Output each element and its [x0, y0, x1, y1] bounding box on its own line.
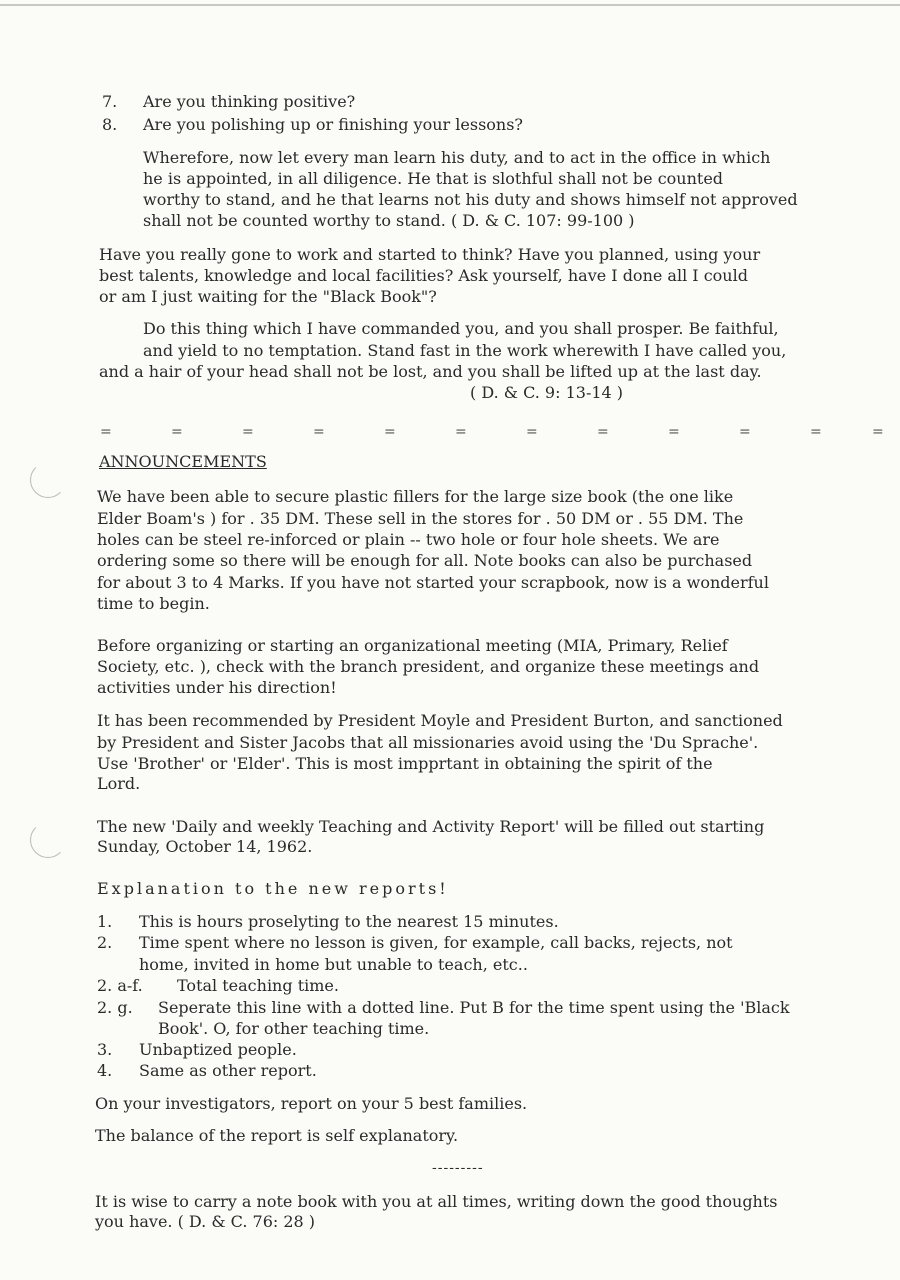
paragraph-line: Sunday, October 14, 1962. — [97, 837, 313, 856]
paragraph-line: by President and Sister Jacobs that all missionaries avoid using the 'Du Sprache'. — [97, 733, 759, 752]
list-number: 8. — [102, 115, 118, 134]
list-number: 7. — [102, 92, 118, 111]
separator-glyph: = — [242, 424, 254, 440]
separator-glyph: = — [526, 424, 538, 440]
list-item: home, invited in home but unable to teach, etc.. — [139, 955, 528, 974]
quote-line: he is appointed, in all diligence. He that is slothful shall not be counted — [143, 169, 724, 188]
list-item: Total teaching time. — [177, 976, 339, 995]
paragraph-line: best talents, knowledge and local facilities? Ask yourself, have I done all I could — [99, 266, 748, 285]
paragraph-line: It has been recommended by President Moyle and President Burton, and sanctioned — [97, 711, 783, 730]
list-number: 3. — [97, 1040, 113, 1059]
list-number: 1. — [97, 912, 113, 931]
list-number: 2. g. — [97, 998, 133, 1017]
list-item: Unbaptized people. — [139, 1040, 297, 1059]
separator-glyph: = — [739, 424, 751, 440]
paragraph-line: for about 3 to 4 Marks. If you have not started your scrapbook, now is a wonderful — [97, 573, 769, 592]
paragraph-line: We have been able to secure plastic fillers for the large size book (the one like — [97, 487, 734, 506]
paragraph-line: or am I just waiting for the "Black Book"? — [99, 287, 437, 306]
list-number: 2. — [97, 933, 113, 952]
paragraph-line: It is wise to carry a note book with you at all times, writing down the good thoughts — [95, 1192, 778, 1211]
separator-glyph: = — [810, 424, 822, 440]
quote-line: worthy to stand, and he that learns not his duty and shows himself not approved — [143, 190, 798, 209]
paragraph-line: time to begin. — [97, 594, 210, 613]
quote-line: Wherefore, now let every man learn his duty, and to act in the office in which — [143, 148, 771, 167]
paragraph-line: Before organizing or starting an organizational meeting (MIA, Primary, Relief — [97, 636, 728, 655]
quote-line: and yield to no temptation. Stand fast in the work wherewith I have called you, — [143, 341, 787, 360]
separator-glyph: = — [384, 424, 396, 440]
list-item: Book'. O, for other teaching time. — [158, 1019, 430, 1038]
punch-hole-mark — [30, 822, 66, 858]
list-number: 2. a-f. — [97, 976, 143, 995]
paragraph-line: Elder Boam's ) for . 35 DM. These sell in the stores for . 50 DM or . 55 DM. The — [97, 509, 744, 528]
paragraph-line: activities under his direction! — [97, 678, 337, 697]
quote-line: shall not be counted worthy to stand. ( D. & C. 107: 99-100 ) — [143, 211, 635, 230]
separator-glyph: = — [668, 424, 680, 440]
separator-glyph: = — [597, 424, 609, 440]
paragraph-line: ordering some so there will be enough for all. Note books can also be purchased — [97, 551, 753, 570]
paragraph-line: The balance of the report is self explanatory. — [95, 1126, 459, 1145]
announcements-heading: ANNOUNCEMENTS — [99, 452, 267, 471]
paragraph-line: Have you really gone to work and started to think? Have you planned, using your — [99, 245, 761, 264]
punch-hole-mark — [30, 462, 66, 498]
paragraph-line: On your investigators, report on your 5 best families. — [95, 1094, 528, 1113]
paragraph-line: The new 'Daily and weekly Teaching and Activity Report' will be filled out starting — [97, 817, 765, 836]
list-item: Time spent where no lesson is given, for example, call backs, rejects, not — [139, 933, 733, 952]
separator-glyph: = — [171, 424, 183, 440]
list-item: Are you thinking positive? — [143, 92, 356, 111]
list-number: 4. — [97, 1061, 113, 1080]
list-item: Are you polishing up or finishing your lessons? — [143, 115, 523, 134]
explanation-heading: Explanation to the new reports! — [97, 879, 449, 898]
paragraph-line: Use 'Brother' or 'Elder'. This is most impprtant in obtaining the spirit of the — [97, 754, 713, 773]
separator-glyph: = — [455, 424, 467, 440]
quote-line: Do this thing which I have commanded you, and you shall prosper. Be faithful, — [143, 319, 779, 338]
paragraph-line: you have. ( D. & C. 76: 28 ) — [95, 1212, 316, 1231]
paragraph-line: Lord. — [97, 774, 141, 793]
separator-glyph: = — [100, 424, 112, 440]
quote-line: and a hair of your head shall not be lost, and you shall be lifted up at the last day. — [99, 362, 762, 381]
paragraph-line: Society, etc. ), check with the branch president, and organize these meetings and — [97, 657, 760, 676]
page-top-edge — [0, 4, 900, 6]
dashed-rule: --------- — [432, 1160, 484, 1176]
list-item: Same as other report. — [139, 1061, 317, 1080]
list-item: Seperate this line with a dotted line. Put B for the time spent using the 'Black — [158, 998, 790, 1017]
separator-glyph: = — [872, 424, 884, 440]
paragraph-line: holes can be steel re-inforced or plain -- two hole or four hole sheets. We are — [97, 530, 720, 549]
list-item: This is hours proselyting to the nearest 15 minutes. — [139, 912, 559, 931]
separator-glyph: = — [313, 424, 325, 440]
quote-citation: ( D. & C. 9: 13-14 ) — [470, 383, 624, 402]
